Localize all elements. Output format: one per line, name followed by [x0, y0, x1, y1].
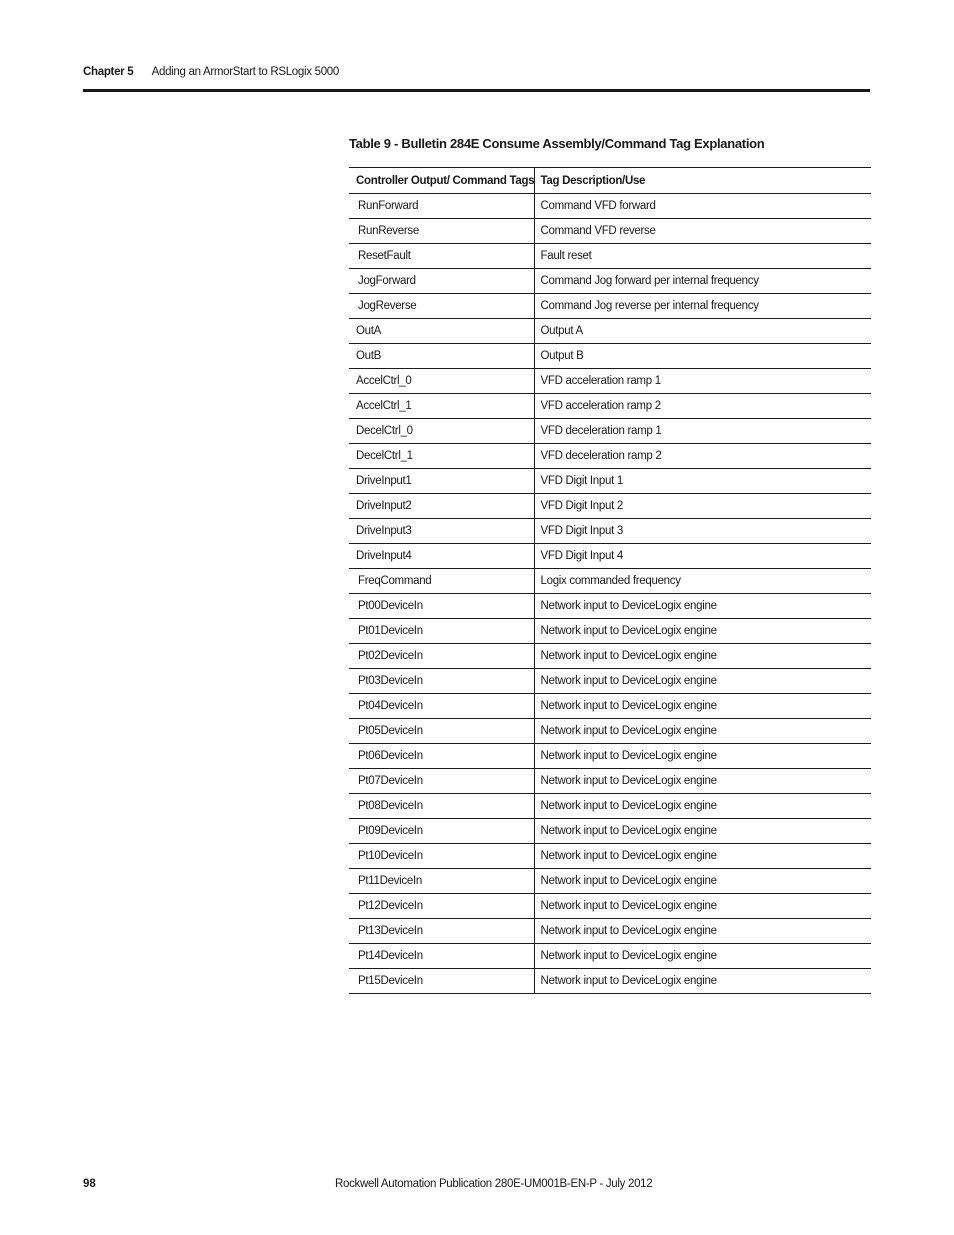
tag-description-cell: Network input to DeviceLogix engine	[534, 794, 871, 819]
tag-name-cell: Pt14DeviceIn	[349, 944, 534, 969]
running-header	[83, 66, 339, 78]
table-row	[349, 619, 871, 644]
tag-description-cell: Network input to DeviceLogix engine	[534, 644, 871, 669]
tag-description-cell: VFD deceleration ramp 1	[534, 419, 871, 444]
tag-description-cell: Output A	[534, 319, 871, 344]
tag-name-cell: Pt13DeviceIn	[349, 919, 534, 944]
tag-name-cell: JogForward	[349, 269, 534, 294]
tag-description-cell: Fault reset	[534, 244, 871, 269]
tag-description-cell: Command Jog reverse per internal frequency	[534, 294, 871, 319]
tag-description-cell: Network input to DeviceLogix engine	[534, 894, 871, 919]
tag-name-cell: Pt09DeviceIn	[349, 819, 534, 844]
command-tag-table	[349, 167, 871, 994]
table-row	[349, 869, 871, 894]
tag-name-cell: Pt05DeviceIn	[349, 719, 534, 744]
tag-name-cell: OutA	[349, 319, 534, 344]
tag-description-cell: Logix commanded frequency	[534, 569, 871, 594]
tag-description-cell: VFD Digit Input 2	[534, 494, 871, 519]
column-header-tags: Controller Output/ Command Tags	[349, 168, 534, 194]
table-row	[349, 644, 871, 669]
tag-description-cell: VFD acceleration ramp 2	[534, 394, 871, 419]
tag-name-cell: DriveInput3	[349, 519, 534, 544]
tag-name-cell: Pt04DeviceIn	[349, 694, 534, 719]
tag-name-cell: DriveInput4	[349, 544, 534, 569]
table-row	[349, 444, 871, 469]
tag-name-cell: Pt10DeviceIn	[349, 844, 534, 869]
tag-name-cell: Pt11DeviceIn	[349, 869, 534, 894]
tag-description-cell: Network input to DeviceLogix engine	[534, 869, 871, 894]
table-title: Table 9 - Bulletin 284E Consume Assembly/Command Tag Explanation	[349, 136, 765, 151]
tag-description-cell: VFD Digit Input 4	[534, 544, 871, 569]
tag-name-cell: DriveInput2	[349, 494, 534, 519]
tag-description-cell: Network input to DeviceLogix engine	[534, 594, 871, 619]
tag-description-cell: Network input to DeviceLogix engine	[534, 769, 871, 794]
table-row	[349, 594, 871, 619]
table-row	[349, 794, 871, 819]
tag-description-cell: Network input to DeviceLogix engine	[534, 919, 871, 944]
tag-description-cell: Network input to DeviceLogix engine	[534, 619, 871, 644]
tag-name-cell: DecelCtrl_1	[349, 444, 534, 469]
tag-description-cell: Output B	[534, 344, 871, 369]
tag-name-cell: RunReverse	[349, 219, 534, 244]
table-row	[349, 469, 871, 494]
tag-description-cell: Network input to DeviceLogix engine	[534, 944, 871, 969]
table-row	[349, 194, 871, 219]
table-row	[349, 344, 871, 369]
tag-description-cell: VFD acceleration ramp 1	[534, 369, 871, 394]
table-row	[349, 544, 871, 569]
tag-name-cell: Pt08DeviceIn	[349, 794, 534, 819]
tag-name-cell: JogReverse	[349, 294, 534, 319]
table-row	[349, 944, 871, 969]
table-row	[349, 844, 871, 869]
tag-description-cell: Network input to DeviceLogix engine	[534, 694, 871, 719]
table-row	[349, 669, 871, 694]
table-row	[349, 294, 871, 319]
header-rule	[83, 89, 870, 92]
table-row	[349, 744, 871, 769]
tag-description-cell: Network input to DeviceLogix engine	[534, 844, 871, 869]
tag-description-cell: Network input to DeviceLogix engine	[534, 819, 871, 844]
tag-name-cell: Pt15DeviceIn	[349, 969, 534, 994]
column-header-description: Tag Description/Use	[534, 168, 871, 194]
tag-name-cell: Pt01DeviceIn	[349, 619, 534, 644]
table-row	[349, 269, 871, 294]
table-row	[349, 394, 871, 419]
tag-description-cell: Network input to DeviceLogix engine	[534, 969, 871, 994]
tag-name-cell: FreqCommand	[349, 569, 534, 594]
table-header-row	[349, 168, 871, 194]
table-row	[349, 769, 871, 794]
tag-name-cell: OutB	[349, 344, 534, 369]
tag-name-cell: DriveInput1	[349, 469, 534, 494]
table-row	[349, 969, 871, 994]
tag-name-cell: AccelCtrl_0	[349, 369, 534, 394]
table-row	[349, 569, 871, 594]
table-row	[349, 819, 871, 844]
table-row	[349, 319, 871, 344]
table-row	[349, 894, 871, 919]
tag-description-cell: VFD Digit Input 3	[534, 519, 871, 544]
tag-name-cell: Pt07DeviceIn	[349, 769, 534, 794]
tag-description-cell: Command VFD forward	[534, 194, 871, 219]
table-row	[349, 694, 871, 719]
tag-description-cell: Network input to DeviceLogix engine	[534, 744, 871, 769]
tag-name-cell: Pt06DeviceIn	[349, 744, 534, 769]
tag-description-cell: VFD deceleration ramp 2	[534, 444, 871, 469]
tag-description-cell: Network input to DeviceLogix engine	[534, 719, 871, 744]
publication-info: Rockwell Automation Publication 280E-UM001B-EN-P - July 2012	[335, 1178, 653, 1190]
tag-name-cell: DecelCtrl_0	[349, 419, 534, 444]
page-number: 98	[83, 1178, 96, 1190]
table-row	[349, 494, 871, 519]
tag-name-cell: Pt02DeviceIn	[349, 644, 534, 669]
tag-description-cell: Command VFD reverse	[534, 219, 871, 244]
tag-description-cell: VFD Digit Input 1	[534, 469, 871, 494]
tag-name-cell: Pt03DeviceIn	[349, 669, 534, 694]
tag-description-cell: Command Jog forward per internal frequency	[534, 269, 871, 294]
table-row	[349, 419, 871, 444]
tag-name-cell: Pt00DeviceIn	[349, 594, 534, 619]
table-row	[349, 219, 871, 244]
chapter-label: Chapter 5	[83, 66, 134, 78]
table-row	[349, 369, 871, 394]
tag-description-cell: Network input to DeviceLogix engine	[534, 669, 871, 694]
table-row	[349, 519, 871, 544]
tag-name-cell: ResetFault	[349, 244, 534, 269]
tag-name-cell: AccelCtrl_1	[349, 394, 534, 419]
tag-name-cell: Pt12DeviceIn	[349, 894, 534, 919]
chapter-title: Adding an ArmorStart to RSLogix 5000	[151, 66, 339, 78]
table-row	[349, 244, 871, 269]
table-row	[349, 719, 871, 744]
table-row	[349, 919, 871, 944]
tag-name-cell: RunForward	[349, 194, 534, 219]
